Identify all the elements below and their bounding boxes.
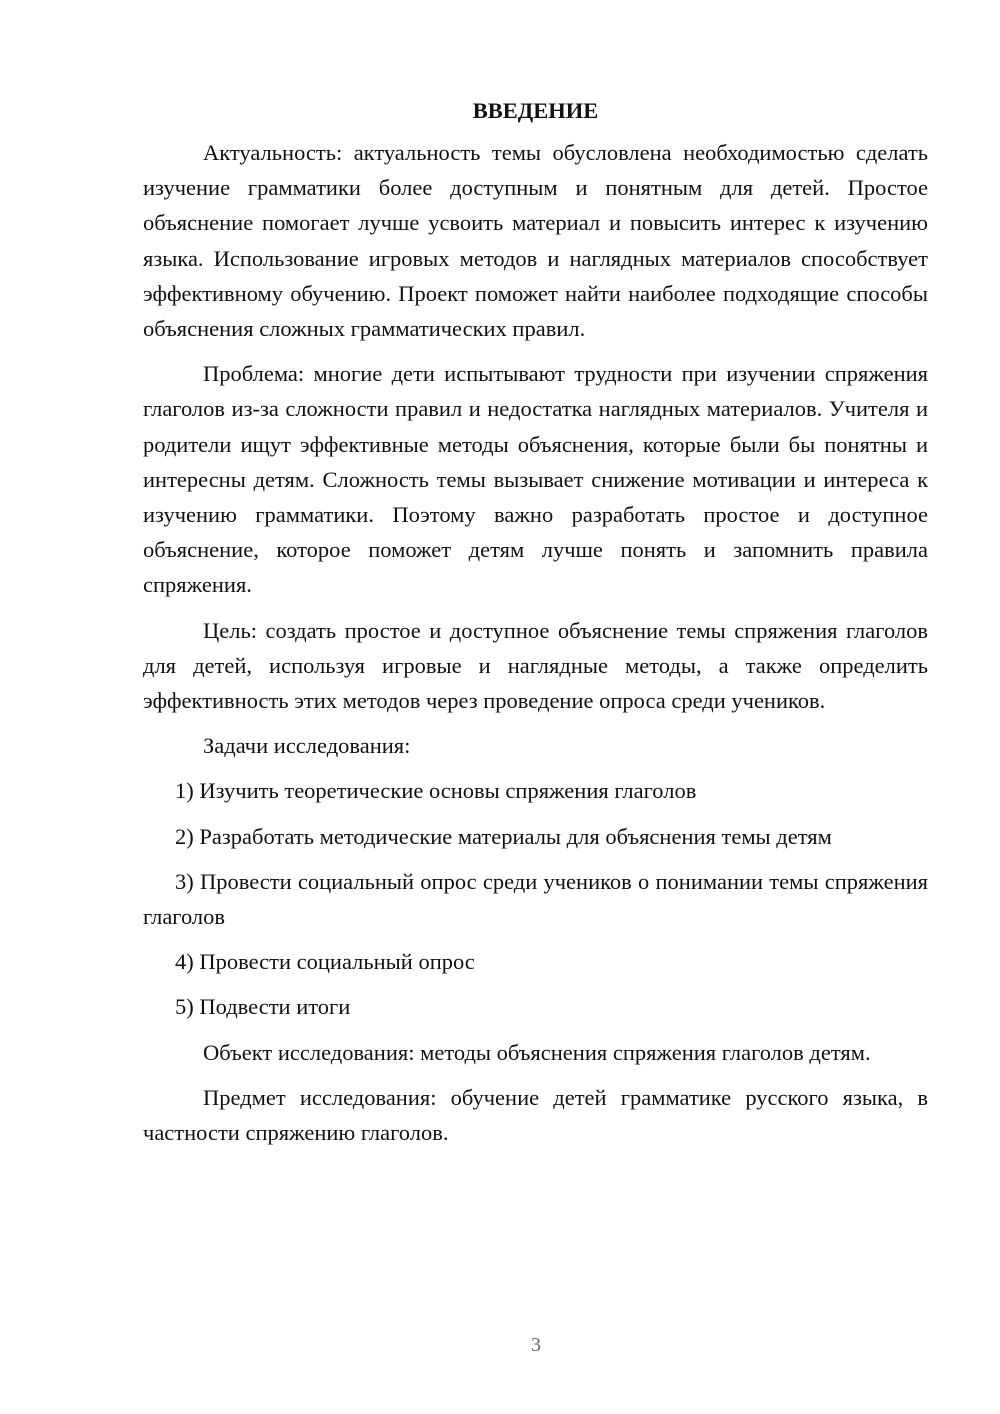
paragraph-research-object: Объект исследования: методы объяснения спряжения глаголов детям. — [203, 1039, 871, 1065]
paragraph-research-subject: Предмет исследования: обучение детей грамматике русского языка, в частности спряжению глаголов. — [143, 1084, 928, 1146]
task-item-1: 1) Изучить теоретические основы спряжения глаголов — [175, 778, 697, 804]
paragraph-relevance: Актуальность: актуальность темы обусловлена необходимостью сделать изучение грамматики более доступным и понятным для детей. Простое объяснение помогает лучше усвоить материал и повысить интерес к изучению языка. Использование игровых методов и наглядных материалов способствует эффективному обучению. Проект поможет найти наиболее подходящие способы объяснения сложных грамматических правил. — [143, 140, 928, 342]
task-item-3: 3) Провести социальный опрос среди учеников о понимании темы спряжения глаголов — [143, 868, 928, 930]
paragraph-problem: Проблема: многие дети испытывают трудности при изучении спряжения глаголов из-за сложности правил и недостатка наглядных материалов. Учителя и родители ищут эффективные методы объяснения, которые были бы понятны и интересны детям. Сложность темы вызывает снижение мотивации и интереса к изучению грамматики. Поэтому важно разработать простое и доступное объяснение, которое поможет детям лучше понять и запомнить правила спряжения. — [143, 361, 928, 598]
paragraph-tasks-heading: Задачи исследования: — [203, 733, 411, 759]
section-title: ВВЕДЕНИЕ — [472, 98, 599, 123]
page-number: 3 — [531, 1334, 541, 1356]
task-item-5: 5) Подвести итоги — [175, 994, 351, 1020]
document-body — [143, 96, 928, 1160]
task-item-2: 2) Разработать методические материалы для объяснения темы детям — [175, 823, 832, 849]
paragraph-goal: Цель: создать простое и доступное объяснение темы спряжения глаголов для детей, используя игровые и наглядные методы, а также определить эффективность этих методов через проведение опроса среди учеников. — [143, 617, 928, 714]
task-item-4: 4) Провести социальный опрос — [175, 949, 475, 975]
